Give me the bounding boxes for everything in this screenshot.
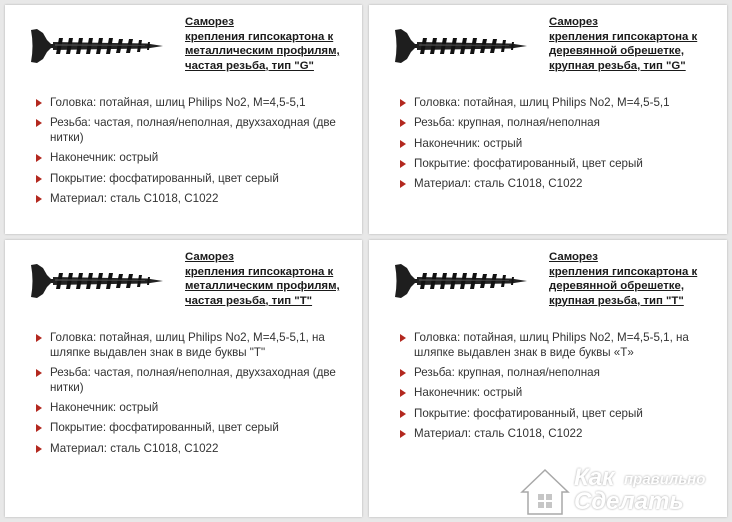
spec-item: Резьба: частая, полная/неполная, двухзаходная (две нитки) — [30, 366, 352, 396]
watermark-text: правильно — [624, 471, 706, 488]
bullet-icon — [400, 410, 406, 418]
bullet-icon — [36, 445, 42, 453]
bullet-icon — [36, 369, 42, 377]
spec-item: Материал: сталь C1018, C1022 — [30, 192, 352, 207]
card-title[interactable]: Саморез крепления гипсокартона к деревянной обрешетке, крупная резьба, тип "G" — [549, 16, 698, 72]
spec-item: Материал: сталь C1018, C1022 — [394, 427, 716, 442]
watermark-logo — [516, 462, 730, 520]
spec-item: Головка: потайная, шлиц Philips No2, M=4,5-5,1, на шляпке выдавлен знак в виде буквы «T» — [394, 331, 716, 361]
bullet-icon — [400, 389, 406, 397]
spec-item: Резьба: крупная, полная/неполная — [394, 116, 716, 131]
spec-item: Резьба: частая, полная/неполная, двухзаходная (две нитки) — [30, 116, 352, 146]
spec-item: Головка: потайная, шлиц Philips No2, M=4,5-5,1, на шляпке выдавлен знак в виде буквы "T" — [30, 331, 352, 361]
spec-item: Головка: потайная, шлиц Philips No2, M=4,5-5,1 — [394, 96, 716, 111]
spec-item: Наконечник: острый — [394, 137, 716, 152]
bullet-icon — [400, 334, 406, 342]
bullet-icon — [400, 369, 406, 377]
spec-item: Наконечник: острый — [30, 401, 352, 416]
bullet-icon — [400, 119, 406, 127]
product-card-0 — [5, 5, 362, 234]
spec-item: Покрытие: фосфатированный, цвет серый — [30, 421, 352, 436]
card-title[interactable]: Саморез крепления гипсокартона к металлическим профилям, частая резьба, тип "T" — [185, 251, 340, 307]
bullet-icon — [36, 175, 42, 183]
bullet-icon — [36, 154, 42, 162]
bullet-icon — [400, 180, 406, 188]
bullet-icon — [36, 195, 42, 203]
watermark-text: Как — [574, 464, 615, 491]
spec-item: Резьба: крупная, полная/неполная — [394, 366, 716, 381]
product-card-2 — [5, 240, 362, 517]
screw-image — [393, 260, 529, 302]
house-icon — [516, 464, 574, 518]
screw-image — [393, 25, 529, 67]
spec-item: Покрытие: фосфатированный, цвет серый — [394, 407, 716, 422]
bullet-icon — [36, 99, 42, 107]
spec-item: Материал: сталь C1018, C1022 — [394, 177, 716, 192]
card-title[interactable]: Саморез крепления гипсокартона к металлическим профилям, частая резьба, тип "G" — [185, 16, 340, 72]
spec-item: Покрытие: фосфатированный, цвет серый — [394, 157, 716, 172]
screw-image — [29, 25, 165, 67]
spec-item: Головка: потайная, шлиц Philips No2, M=4,5-5,1 — [30, 96, 352, 111]
bullet-icon — [400, 99, 406, 107]
bullet-icon — [36, 424, 42, 432]
spec-item: Материал: сталь C1018, C1022 — [30, 442, 352, 457]
spec-item: Покрытие: фосфатированный, цвет серый — [30, 172, 352, 187]
screw-image — [29, 260, 165, 302]
card-title[interactable]: Саморез крепления гипсокартона к деревянной обрешетке, крупная резьба, тип "T" — [549, 251, 698, 307]
watermark-text: Сделать — [574, 488, 684, 515]
spec-item: Наконечник: острый — [394, 386, 716, 401]
product-card-1 — [369, 5, 727, 234]
spec-list — [394, 331, 716, 447]
bullet-icon — [400, 160, 406, 168]
spec-list — [30, 96, 352, 212]
bullet-icon — [36, 119, 42, 127]
bullet-icon — [400, 140, 406, 148]
spec-list — [30, 331, 352, 462]
bullet-icon — [400, 430, 406, 438]
spec-item: Наконечник: острый — [30, 151, 352, 166]
bullet-icon — [36, 404, 42, 412]
spec-list — [394, 96, 716, 197]
bullet-icon — [36, 334, 42, 342]
